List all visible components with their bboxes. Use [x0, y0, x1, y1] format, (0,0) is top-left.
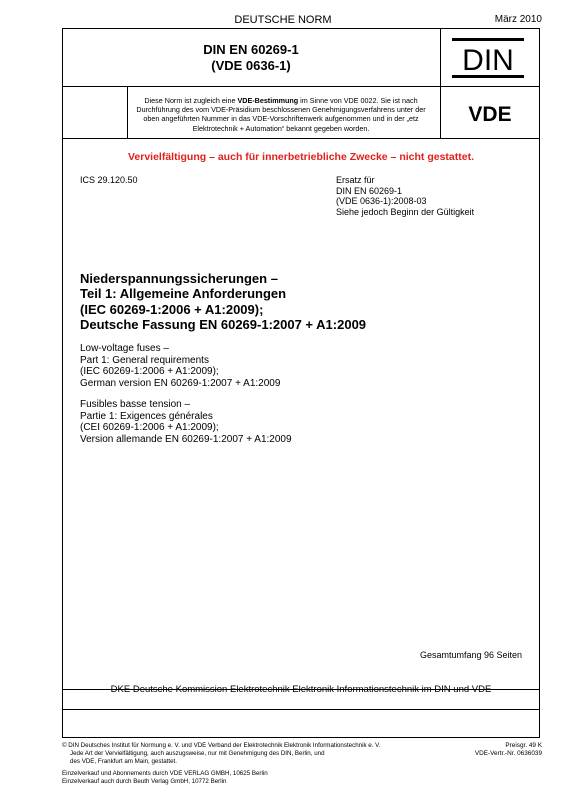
title-english — [80, 343, 280, 389]
title-line: German version EN 60269-1:2007 + A1:2009 — [80, 377, 281, 389]
title-line: Partie 1: Exigences générales — [80, 410, 213, 422]
replacement-line: Ersatz für — [336, 175, 375, 185]
divider-logo-column — [440, 29, 441, 138]
title-line: (IEC 60269-1:2006 + A1:2009); — [80, 366, 219, 378]
vde-regulation-keyword: VDE-Bestimmung — [237, 96, 299, 105]
din-logo — [450, 36, 526, 80]
replacement-line: Siehe jedoch Beginn der Gültigkeit — [336, 206, 475, 217]
document-type-label: DEUTSCHE NORM — [234, 14, 332, 26]
replacement-info — [336, 175, 474, 217]
sales-line: Einzelverkauf auch durch Beuth Verlag GmbH, 10772 Berlin — [62, 778, 227, 785]
vde-logo-text: VDE — [468, 104, 512, 124]
copyright-notice — [62, 742, 380, 765]
title-french — [80, 399, 292, 445]
sales-info — [62, 770, 268, 786]
copyright-line: © DIN Deutsches Institut für Normung e. V. und VDE Verband der Elektrotechnik Elektronik Informationstechnik e. V. — [62, 742, 381, 749]
document-number-din: DIN EN 60269-1 — [203, 42, 299, 57]
dke-commission: DKE Deutsche Kommission Elektrotechnik Elektronik Informationstechnik im DIN und VDE — [110, 684, 492, 695]
price-group: Preisgr. 49 K — [505, 742, 542, 749]
title-line: Version allemande EN 60269-1:2007 + A1:2009 — [80, 433, 292, 445]
vde-logo-mark — [452, 104, 528, 124]
sales-line: Einzelverkauf und Abonnements durch VDE VERLAG GMBH, 10625 Berlin — [62, 770, 268, 777]
title-line: Deutsche Fassung EN 60269-1:2007 + A1:2009 — [80, 317, 367, 333]
copy-warning: Vervielfältigung – auch für innerbetriebliche Zwecke – nicht gestattet. — [127, 151, 474, 163]
title-german — [80, 271, 366, 333]
title-line: Teil 1: Allgemeine Anforderungen — [80, 286, 287, 302]
title-line: Low-voltage fuses – — [80, 343, 169, 354]
vde-regulation-note: Diese Norm ist zugleich eine VDE-Bestimmung im Sinne von VDE 0022. Sie ist nach Durchführung des vom VDE-Präsidium beschlossenen Genehmigungsverfahrens unter der oben angeführten Nummer in das VDE-Vorschriftenwerk aufgenommen und in der „etz Elektrotechnik + Automation“ bekannt gegeben worden. — [136, 96, 426, 133]
title-line: Part 1: General requirements — [80, 354, 209, 366]
publication-date: März 2010 — [494, 14, 542, 25]
vde-logo — [452, 104, 528, 124]
copyright-line: des VDE, Frankfurt am Main, gestattet. — [70, 757, 177, 765]
title-line: (CEI 60269-1:2006 + A1:2009); — [80, 422, 219, 434]
copyright-line: Jede Art der Vervielfältigung, auch auszugsweise, nur mit Genehmigung des DIN, Berlin, und — [70, 749, 325, 757]
din-logo-text: DIN — [462, 44, 514, 77]
page-count: Gesamtumfang 96 Seiten — [419, 650, 522, 660]
title-line: Niederspannungssicherungen – — [80, 271, 278, 286]
replacement-line: (VDE 0636-1):2008-03 — [336, 196, 427, 206]
replacement-line: DIN EN 60269-1 — [336, 185, 403, 196]
din-logo-mark — [450, 36, 526, 80]
document-number — [62, 42, 440, 74]
order-number: VDE-Vertr.-Nr. 0636039 — [474, 749, 542, 757]
price-info — [475, 742, 542, 758]
divider-dke-bottom — [63, 709, 539, 710]
divider-note — [63, 138, 539, 139]
title-line: (IEC 60269-1:2006 + A1:2009); — [80, 301, 264, 317]
ics-code: ICS 29.120.50 — [80, 175, 138, 185]
document-number-vde: (VDE 0636-1) — [211, 58, 291, 73]
title-line: Fusibles basse tension – — [80, 399, 191, 410]
divider-title — [63, 86, 539, 87]
